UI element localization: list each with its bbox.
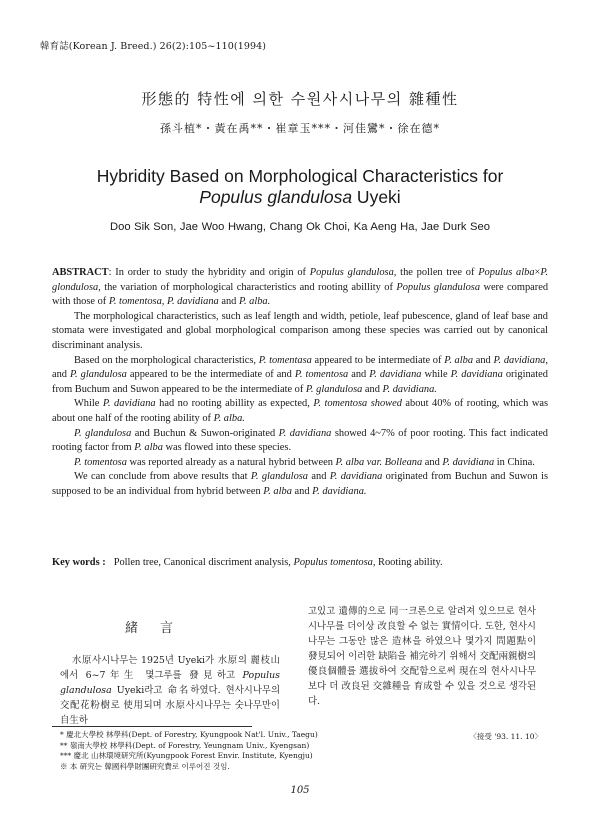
italic-term: P. alba var. Bolleana: [335, 456, 423, 468]
text-run: , and: [52, 354, 548, 381]
italic-term: P. davidiana: [102, 398, 156, 410]
page-number: 105: [290, 785, 310, 796]
korean-authors: 孫斗植*・黃在禹**・崔章玉***・河佳鸞*・徐在德*: [160, 122, 440, 135]
italic-term: P. alba.: [213, 412, 245, 424]
text-run: in China.: [494, 456, 535, 468]
intro-left-column: [60, 653, 280, 728]
text-run: Pollen tree, Canonical discriment analysis,: [113, 557, 294, 568]
section-heading-introduction: 緒言: [124, 621, 195, 636]
italic-term: P. davidiana.: [382, 383, 437, 395]
italic-term: Populus glandulosa: [396, 281, 481, 293]
italic-term: P. davidiana: [329, 471, 383, 483]
text-run: originated from Buchum and Suwon appeared to be the intermediate of: [52, 369, 548, 395]
text-run: : In order to study the hybridity and origin of: [108, 267, 310, 278]
keywords-label: Key words :: [52, 557, 106, 568]
text-run: 水原사시나무는 1925년 Uyeki가 水原의 麗枝山에서 6~7年生 몇그루를 發見하고: [60, 655, 280, 681]
italic-term: P. glandulosa: [305, 383, 363, 395]
text-run: and: [218, 296, 239, 308]
text-run: and: [291, 485, 313, 497]
english-title-author: Uyeki: [352, 187, 401, 207]
footnote-rule: [52, 726, 252, 727]
italic-term: P. tomentosa: [294, 369, 349, 381]
abstract-paragraph: [52, 310, 548, 354]
text-run: , the variation of morphological characteristics and rooting abillity of: [98, 281, 397, 293]
keywords: [52, 557, 548, 568]
footnote: *** 慶北 山林環境研究所(Kyungpook Forest Envir. Institute, Kyengju): [60, 751, 313, 760]
abstract-paragraph: [52, 266, 548, 310]
text-run: appeared to be the intermediate of and: [126, 369, 295, 381]
text-run: and: [308, 471, 330, 483]
abstract: [52, 266, 548, 500]
keywords-list: [114, 557, 443, 568]
text-run: The morphological characteristics, such as leaf length and width, petiole, leaf pubescence, gland of leaf base and stomata were investigated and global morphological comparison among these species was carried out by canonical discriminant analysis.: [52, 310, 548, 351]
footnote: * 慶北大學校 林學科(Dept. of Forestry, Kyungpook Nat'l. Univ., Taegu): [60, 730, 318, 739]
italic-term: Populus tomentosa,: [293, 557, 376, 568]
text-run: while: [421, 369, 451, 381]
italic-term: P. alba: [134, 442, 163, 454]
english-title-line1: Hybridity Based on Morphological Characteristics for: [96, 166, 504, 186]
text-run: showed 4~7% of poor rooting. This fact indicated rooting factor from: [52, 427, 549, 454]
korean-title: 形態的 特性에 의한 수원사시나무의 雜種性: [141, 90, 459, 108]
abstract-paragraph: [52, 397, 548, 426]
italic-term: P. alba: [263, 485, 292, 497]
italic-term: P. davidiana.: [312, 485, 367, 497]
footnote: ** 嶺南大學校 林學科(Dept. of Forestry, Yeungnam Univ., Kyengsan): [60, 740, 310, 750]
text-run: was reported already as a natural hybrid between: [126, 456, 336, 468]
text-run: Based on the morphological characteristics,: [74, 354, 259, 366]
abstract-paragraph: [52, 354, 548, 398]
abstract-paragraph: [52, 427, 548, 456]
text-run: were compared with those of: [52, 281, 549, 308]
text-run: originated from Buchun and Suwon is supposed to be an individual from hybrid between: [52, 471, 548, 497]
footnotes: [60, 730, 318, 772]
text-run: and: [473, 354, 494, 366]
english-authors: Doo Sik Son, Jae Woo Hwang, Chang Ok Choi, Ka Aeng Ha, Jae Durk Seo: [110, 221, 490, 233]
italic-term: P. davidiana: [369, 369, 422, 381]
text-run: and: [348, 369, 370, 381]
italic-term: P. glandulosa: [70, 369, 127, 381]
english-title-line2: [0, 187, 600, 208]
text-run: and: [362, 383, 383, 395]
italic-term: P. tomentasa: [258, 354, 312, 366]
english-title: [0, 166, 600, 208]
text-run: was flowed into these species.: [162, 442, 292, 454]
abstract-paragraph: [52, 470, 548, 499]
italic-term: Populus glandulosa: [309, 267, 394, 278]
italic-term: Populus alba: [478, 267, 535, 278]
footnote: ※ 本 硏究는 韓國科學財團硏究費로 이루어진 것임.: [60, 761, 230, 771]
italic-term: P. tomentosa, P. davidiana: [108, 296, 219, 308]
text-run: While: [74, 398, 103, 410]
italic-term: P. alba.: [238, 296, 271, 308]
journal-citation: 韓育誌(Korean J. Breed.) 26(2):105~110(1994): [40, 41, 267, 52]
text-run: about 40% of rooting, which was about one half of the rooting ability of: [52, 398, 549, 424]
italic-term: P. davidiana: [278, 427, 332, 439]
italic-term: P. davidiana: [442, 456, 495, 468]
italic-term: P. glondulosa: [52, 267, 549, 293]
intro-paragraph-continued: 고있고 遺傳的으로 同一크론으로 알려져 있으므로 현사시나무를 더이상 改良할 수 없는 實情이다. 도한, 현사시나무는 그동안 많은 造林을 하였으나 몇가지 問題點이 發見되어 이러한 缺陷을 補完하기 위해서 交配兩親樹의 優良個體를 選拔하여 交配함으로써 現在의 현사시나무보다 더 改良된 交雜種을 育成할 수 있을 것으로 생각된다.: [308, 606, 536, 707]
italic-term: P. tomentosa: [74, 456, 127, 468]
italic-term: P. glandulosa: [74, 427, 132, 439]
italic-term: P. davidiana: [450, 369, 503, 381]
abstract-label: ABSTRACT: [52, 267, 109, 278]
text-run: Rooting ability.: [375, 557, 443, 568]
text-run: Uyeki라고 命名하였다. 현사시나무의 交配花粉樹로 使用되며 水原사시나무는 숫나무만이 自生하: [60, 685, 280, 726]
italic-term: Populus glandulosa: [60, 670, 280, 696]
english-title-species: Populus glandulosa: [199, 187, 353, 207]
text-run: appeared to be intermediate of: [311, 354, 445, 366]
text-run: had no rooting abillity as expected,: [155, 398, 314, 410]
received-date: 〈接受 '93. 11. 10〉: [469, 732, 542, 741]
text-run: ×: [534, 267, 541, 278]
italic-term: P. alba: [444, 354, 474, 366]
text-run: and: [422, 456, 443, 468]
italic-term: P. glandulosa: [250, 471, 309, 483]
text-run: and Buchun & Suwon-originated: [131, 427, 279, 439]
italic-term: P. davidiana: [493, 354, 546, 366]
abstract-paragraph: [52, 456, 548, 471]
intro-right-column: [308, 604, 536, 709]
intro-paragraph: [60, 653, 280, 728]
text-run: We can conclude from above results that: [74, 471, 251, 483]
abstract-text: [52, 267, 548, 307]
text-run: , the pollen tree of: [393, 267, 479, 278]
italic-term: P. tomentosa showed: [313, 398, 402, 410]
